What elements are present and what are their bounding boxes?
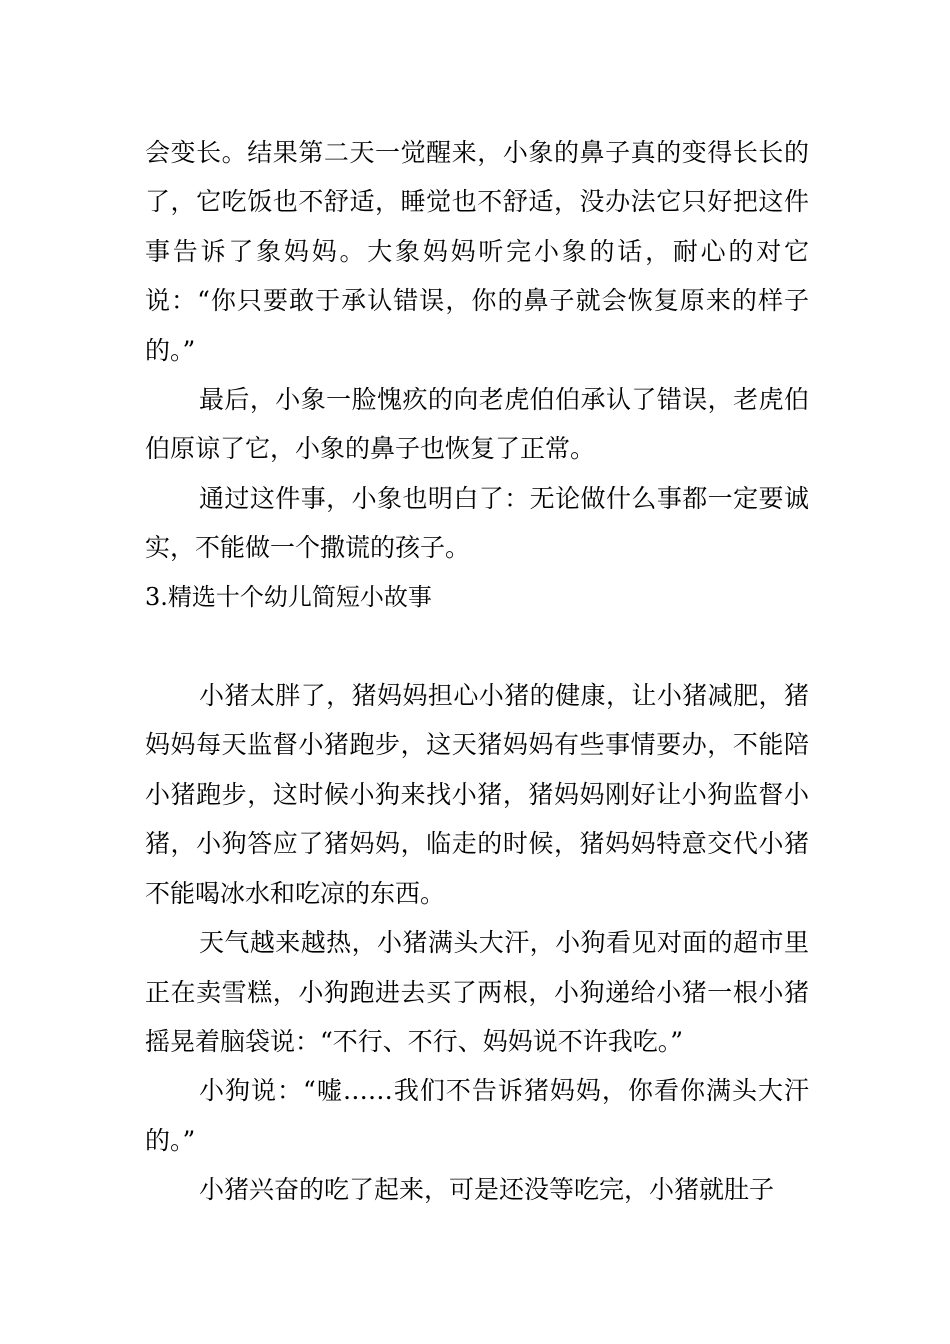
paragraph-dog-says: 小狗说：“嘘……我们不告诉猪妈妈，你看你满头大汗的。”	[145, 1076, 809, 1155]
paragraph-ice-cream: 天气越来越热，小猪满头大汗，小狗看见对面的超市里正在卖雪糕，小狗跑进去买了两根，小狗递给小猪一根小猪摇晃着脑袋说：“不行、不行、妈妈说不许我吃。”	[145, 928, 809, 1056]
paragraph-elephant-apology: 最后，小象一脸愧疚的向老虎伯伯承认了错误，老虎伯伯原谅了它，小象的鼻子也恢复了正常。	[145, 385, 809, 464]
paragraph-pig-diet: 小猪太胖了，猪妈妈担心小猪的健康，让小猪减肥，猪妈妈每天监督小猪跑步，这天猪妈妈有些事情要办，不能陪小猪跑步，这时候小狗来找小猪，猪妈妈刚好让小狗监督小猪，小狗答应了猪妈妈，临走的时候，猪妈妈特意交代小猪不能喝冰水和吃凉的东西。	[145, 681, 809, 908]
paragraph-elephant-nose: 会变长。结果第二天一觉醒来，小象的鼻子真的变得长长的了，它吃饭也不舒适，睡觉也不舒适，没办法它只好把这件事告诉了象妈妈。大象妈妈听完小象的话，耐心的对它说：“你只要敢于承认错误，你的鼻子就会恢复原来的样子的。”	[145, 138, 809, 365]
section-heading: 3.精选十个幼儿简短小故事	[145, 582, 432, 611]
blank-line	[145, 622, 809, 671]
paragraph-elephant-lesson: 通过这件事，小象也明白了：无论做什么事都一定要诚实，不能做一个撒谎的孩子。	[145, 483, 809, 563]
document-page	[145, 128, 809, 1215]
paragraph-pig-eats: 小猪兴奋的吃了起来，可是还没等吃完，小猪就肚子	[199, 1175, 775, 1205]
